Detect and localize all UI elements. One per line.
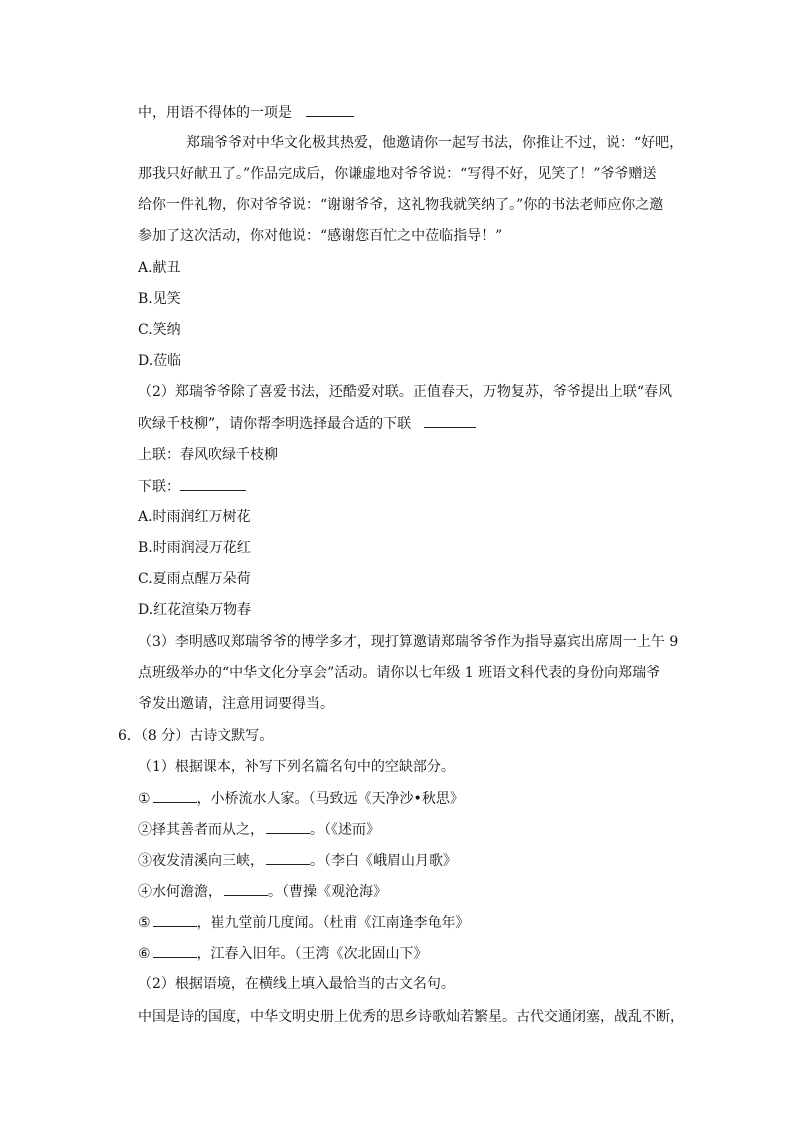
answer-blank[interactable] [153, 788, 197, 803]
item-number: ② [138, 822, 152, 838]
item-number: ③ [138, 853, 152, 869]
option-d: D.莅临 [138, 353, 182, 369]
poem-item-5 [138, 912, 470, 933]
answer-blank[interactable] [153, 912, 197, 927]
passage-line-2: 那我只好献丑了。”作品完成后，你谦虚地对爷爷说：“写得不好，见笑了！”爷爷赠送 [138, 166, 657, 182]
item-post: ，小桥流水人家。（马致远《天净沙•秋思》 [196, 791, 464, 807]
item-post: 。（曹操《观沧海》 [268, 884, 387, 900]
q6-title: 6．（8 分）古诗文默写。 [118, 728, 274, 744]
option-a: A.时雨润红万树花 [138, 509, 251, 525]
lower-couplet [138, 476, 246, 497]
lower-couplet-label: 下联： [138, 479, 180, 495]
item-number: ⑤ [138, 915, 151, 931]
item-pre: 择其善者而从之， [152, 822, 264, 838]
item-number: ① [138, 791, 151, 807]
item-post: ，江春入旧年。（王湾《次北固山下》 [196, 946, 428, 962]
q5-3-line-3: 爷发出邀请，注意用词要得当。 [138, 696, 334, 712]
option-d: D.红花渲染万物春 [138, 602, 252, 618]
q6-context-line: 中国是诗的国度，中华文明史册上优秀的思乡诗歌灿若繁星。古代交通闭塞，战乱不断， [138, 1009, 684, 1025]
q5-3-line-2: 点班级举办的“中华文化分享会”活动。请你以七年级 1 班语文科代表的身份向郑瑞爷 [138, 665, 661, 681]
item-post: 。（《述而》 [310, 822, 380, 838]
answer-blank[interactable] [266, 850, 310, 865]
q5-2-prompt-text: 吹绿千枝柳”，请你帮李明选择最合适的下联 [138, 416, 412, 432]
poem-item-1 [138, 788, 464, 809]
item-number: ⑥ [138, 946, 151, 962]
q5-1-prompt-text: 中，用语不得体的一项是 [138, 105, 292, 121]
item-post: 。（李白《峨眉山月歌》 [310, 853, 457, 869]
answer-blank[interactable] [180, 476, 246, 491]
answer-blank[interactable] [266, 819, 310, 834]
poem-item-4 [138, 881, 387, 902]
item-pre: 水何澹澹， [152, 884, 222, 900]
q5-1-prompt [138, 102, 354, 123]
passage-line-1: 郑瑞爷爷对中华文化极其热爱，他邀请你一起写书法，你推让不过，说：“好吧， [186, 135, 684, 151]
answer-blank[interactable] [153, 943, 197, 958]
option-c: C.笑纳 [138, 322, 181, 338]
answer-blank[interactable] [224, 881, 268, 896]
option-b: B.时雨润浸万花红 [138, 540, 251, 556]
option-b: B.见笑 [138, 291, 181, 307]
item-pre: 夜发清溪向三峡， [152, 853, 264, 869]
passage-line-3: 给你一件礼物，你对爷爷说：“谢谢爷爷，这礼物我就笑纳了。”你的书法老师应你之邀 [138, 197, 664, 213]
option-a: A.献丑 [138, 260, 181, 276]
poem-item-6 [138, 943, 428, 964]
option-c: C.夏雨点醒万朵荷 [138, 571, 251, 587]
item-number: ④ [138, 884, 152, 900]
answer-blank[interactable] [424, 413, 476, 428]
answer-blank[interactable] [306, 102, 354, 117]
q5-3-line-1: （3）李明感叹郑瑞爷爷的博学多才，现打算邀请郑瑞爷爷作为指导嘉宾出席周一上午 9 [138, 634, 679, 650]
q5-2-prompt-line-2 [138, 413, 476, 434]
upper-couplet: 上联：春风吹绿千枝柳 [138, 447, 278, 463]
item-post: ，崔九堂前几度闻。（杜甫《江南逢李龟年》 [196, 915, 470, 931]
q6-sub2: （2）根据语境，在横线上填入最恰当的古文名句。 [138, 976, 455, 992]
q5-2-prompt-line-1: （2）郑瑞爷爷除了喜爱书法，还酷爱对联。正值春天，万物复苏，爷爷提出上联“春风 [138, 384, 673, 400]
q6-sub1: （1）根据课本，补写下列名篇名句中的空缺部分。 [138, 759, 455, 775]
poem-item-2 [138, 819, 380, 840]
passage-line-4: 参加了这次活动，你对他说：“感谢您百忙之中莅临指导！” [138, 228, 503, 244]
poem-item-3 [138, 850, 457, 871]
